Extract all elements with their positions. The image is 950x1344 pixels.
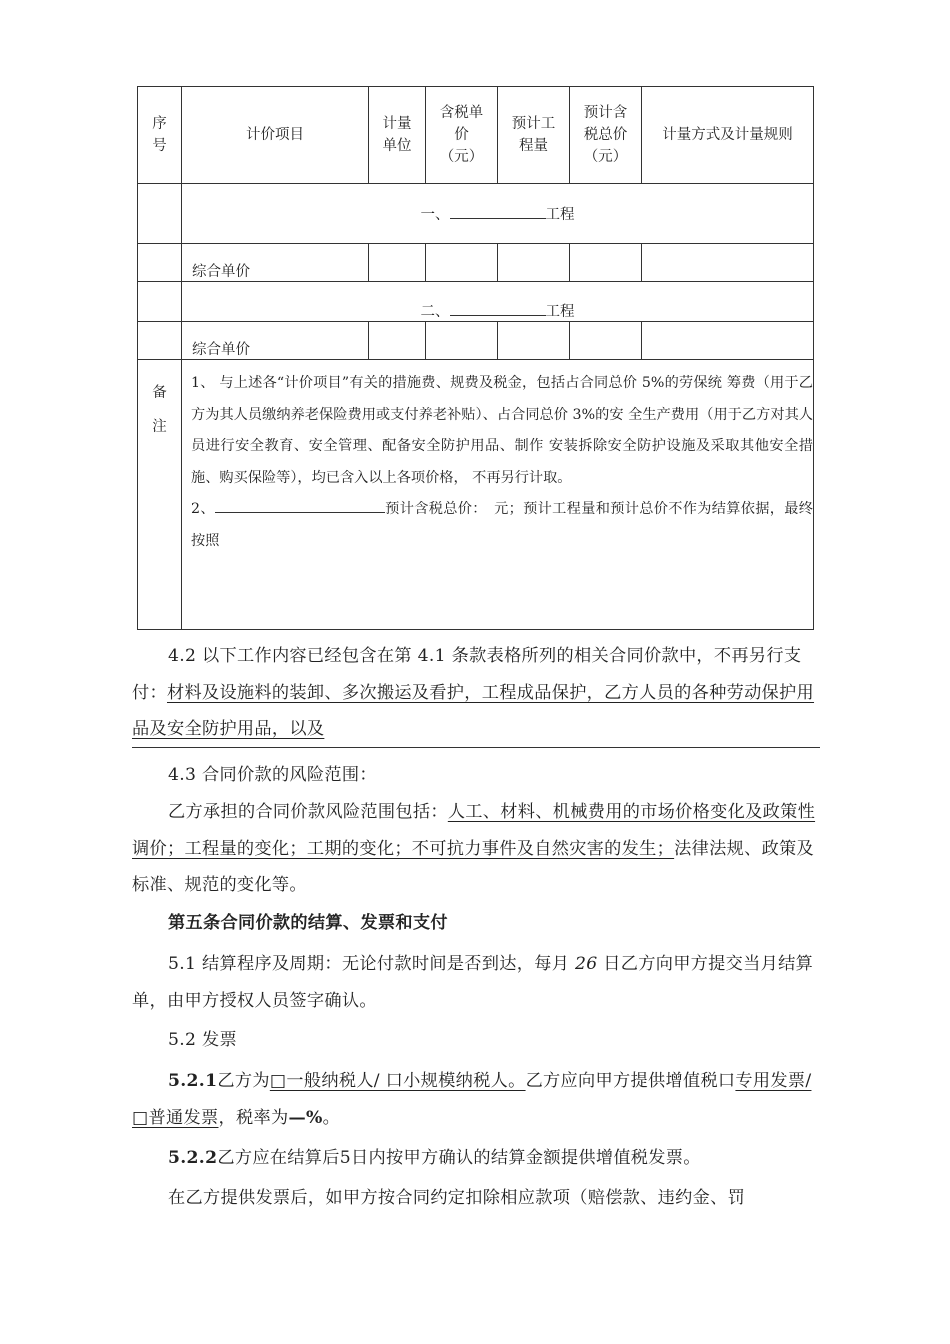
note-content bbox=[182, 360, 814, 630]
underline-rule bbox=[132, 747, 820, 748]
table-row bbox=[138, 360, 814, 630]
clause-5-2: 5.2 发票 bbox=[168, 1030, 237, 1050]
header-item: 计价项目 bbox=[182, 87, 369, 184]
table-row bbox=[138, 244, 814, 282]
clause-4-3: 4.3 合同价款的风险范围： bbox=[168, 765, 377, 785]
header-unit-price: 含税单 价 （元） bbox=[426, 87, 498, 184]
blank-line bbox=[450, 301, 546, 316]
note-label: 备 注 bbox=[138, 360, 182, 630]
note-item-2: 2、 预计含税总价： 元；预计工程量和预计总价不作为结算依据，最终按照 bbox=[191, 494, 813, 557]
note-item-1: 1、 与上述各“计价项目”有关的措施费、规费及税金，包括占合同总价 5%的劳保统 筹费（用于乙方为其人员缴纳养老保险费用或支付养老补贴）、占合同总价 3%的安 全生产费用（用于乙方对其人员进行安全教育、安全管理、配备安全防护用品、制作 安装拆除安全防护设施及采取其他安全措施、购买保险等），均已含入以上各项价格， 不再另行计取。 bbox=[191, 375, 813, 486]
clause-5-2-2: 5.2.2乙方应在结算后5日内按甲方确认的结算金额提供增值税发票。 bbox=[168, 1148, 701, 1168]
table-row bbox=[138, 282, 814, 322]
combo-price-label-1: 综合单价 bbox=[182, 244, 369, 282]
clause-4-3-body: 乙方承担的合同价款风险范围包括：人工、材料、机械费用的市场价格变化及政策性调价；工程量的变化；工期的变化；不可抗力事件及自然灾害的发生；法律法规、政策及标准、规范的变化等。 bbox=[132, 802, 816, 895]
combo-price-label-2: 综合单价 bbox=[182, 322, 369, 360]
section-title-2: 二、 工程 bbox=[182, 282, 814, 322]
pricing-table bbox=[137, 86, 814, 630]
clause-5-1: 5.1 结算程序及周期：无论付款时间是否到达，每月 26 日乙方向甲方提交当月结算单，由甲方授权人员签字确认。 bbox=[132, 954, 814, 1011]
blank-line bbox=[215, 498, 385, 513]
clause-5-2-1: 5.2.1乙方为□一般纳税人/ 口小规模纳税人。乙方应向甲方提供增值税口专用发票/ □普通发票，税率为—%。 bbox=[132, 1071, 812, 1128]
header-qty: 预计工 程量 bbox=[498, 87, 570, 184]
table-row bbox=[138, 322, 814, 360]
header-total: 预计含 税总价 （元） bbox=[570, 87, 642, 184]
header-unit: 计量 单位 bbox=[369, 87, 426, 184]
header-rule: 计量方式及计量规则 bbox=[642, 87, 814, 184]
header-seq: 序 号 bbox=[138, 87, 182, 184]
table-row bbox=[138, 184, 814, 244]
article-5-title: 第五条合同价款的结算、发票和支付 bbox=[168, 913, 448, 933]
section-title-1: 一、 工程 bbox=[182, 184, 814, 244]
clause-5-2-3: 在乙方提供发票后，如甲方按合同约定扣除相应款项（赔偿款、违约金、罚 bbox=[168, 1188, 746, 1208]
table-header-row bbox=[138, 87, 814, 184]
blank-line bbox=[450, 204, 546, 219]
clause-4-2: 4.2 以下工作内容已经包含在第 4.1 条款表格所列的相关合同价款中，不再另行支付：材料及设施料的装卸、多次搬运及看护，工程成品保护，乙方人员的各种劳动保护用品及安全防护用品，以及 bbox=[132, 646, 815, 739]
